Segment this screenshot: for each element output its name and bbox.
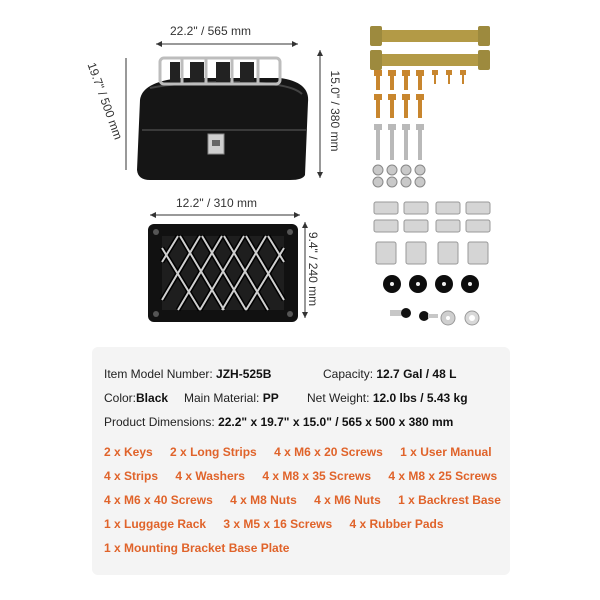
spec-row-3 <box>104 415 453 429</box>
part-item: 4 x M8 x 25 Screws <box>388 469 498 483</box>
weight-label: Net Weight: <box>307 391 370 405</box>
plate-height-label: 9.4" / 240 mm <box>306 231 320 307</box>
dims-label: Product Dimensions: <box>104 415 215 429</box>
part-item: 1 x Backrest Base <box>398 493 501 507</box>
color-label: Color: <box>104 391 137 405</box>
capacity-value: 12.7 Gal / 48 L <box>376 367 457 381</box>
spec-row-1 <box>104 367 271 381</box>
part-item: 4 x M6 x 40 Screws <box>104 493 213 507</box>
material-label: Main Material: <box>184 391 260 405</box>
box-width-label: 22.2" / 565 mm <box>170 24 251 38</box>
part-item: 4 x M6 Nuts <box>314 493 381 507</box>
dims-value: 22.2" x 19.7" x 15.0" / 565 x 500 x 380 mm <box>218 415 454 429</box>
part-item: 3 x M5 x 16 Screws <box>223 517 333 531</box>
capacity-row <box>323 367 456 381</box>
top-case-box-image <box>120 30 340 200</box>
spec-row-2 <box>104 391 168 405</box>
capacity-label: Capacity: <box>323 367 374 381</box>
parts-row-2 <box>104 469 511 483</box>
weight-value: 12.0 lbs / 5.43 kg <box>372 391 468 405</box>
part-item: 1 x Luggage Rack <box>104 517 207 531</box>
hardware-parts-image <box>360 22 510 332</box>
part-item: 4 x M6 x 20 Screws <box>274 445 383 459</box>
color-value: Black <box>136 391 169 405</box>
part-item: 1 x User Manual <box>400 445 492 459</box>
parts-row-3 <box>104 493 515 507</box>
part-item: 2 x Keys <box>104 445 153 459</box>
material-row <box>184 391 279 405</box>
box-depth-label: 19.7" / 500 mm <box>84 60 126 142</box>
parts-row-5 <box>104 541 303 555</box>
model-value: JZH-525B <box>216 367 272 381</box>
part-item: 2 x Long Strips <box>170 445 257 459</box>
plate-width-label: 12.2" / 310 mm <box>176 196 257 210</box>
base-plate-image <box>140 208 310 328</box>
weight-row <box>307 391 468 405</box>
parts-row-1 <box>104 445 506 459</box>
part-item: 1 x Mounting Bracket Base Plate <box>104 541 290 555</box>
part-item: 4 x Strips <box>104 469 159 483</box>
model-label: Item Model Number: <box>104 367 213 381</box>
part-item: 4 x Washers <box>175 469 245 483</box>
parts-row-4 <box>104 517 458 531</box>
material-value: PP <box>262 391 279 405</box>
part-item: 4 x M8 x 35 Screws <box>262 469 372 483</box>
part-item: 4 x Rubber Pads <box>349 517 444 531</box>
box-height-label: 15.0" / 380 mm <box>328 70 342 152</box>
part-item: 4 x M8 Nuts <box>230 493 297 507</box>
